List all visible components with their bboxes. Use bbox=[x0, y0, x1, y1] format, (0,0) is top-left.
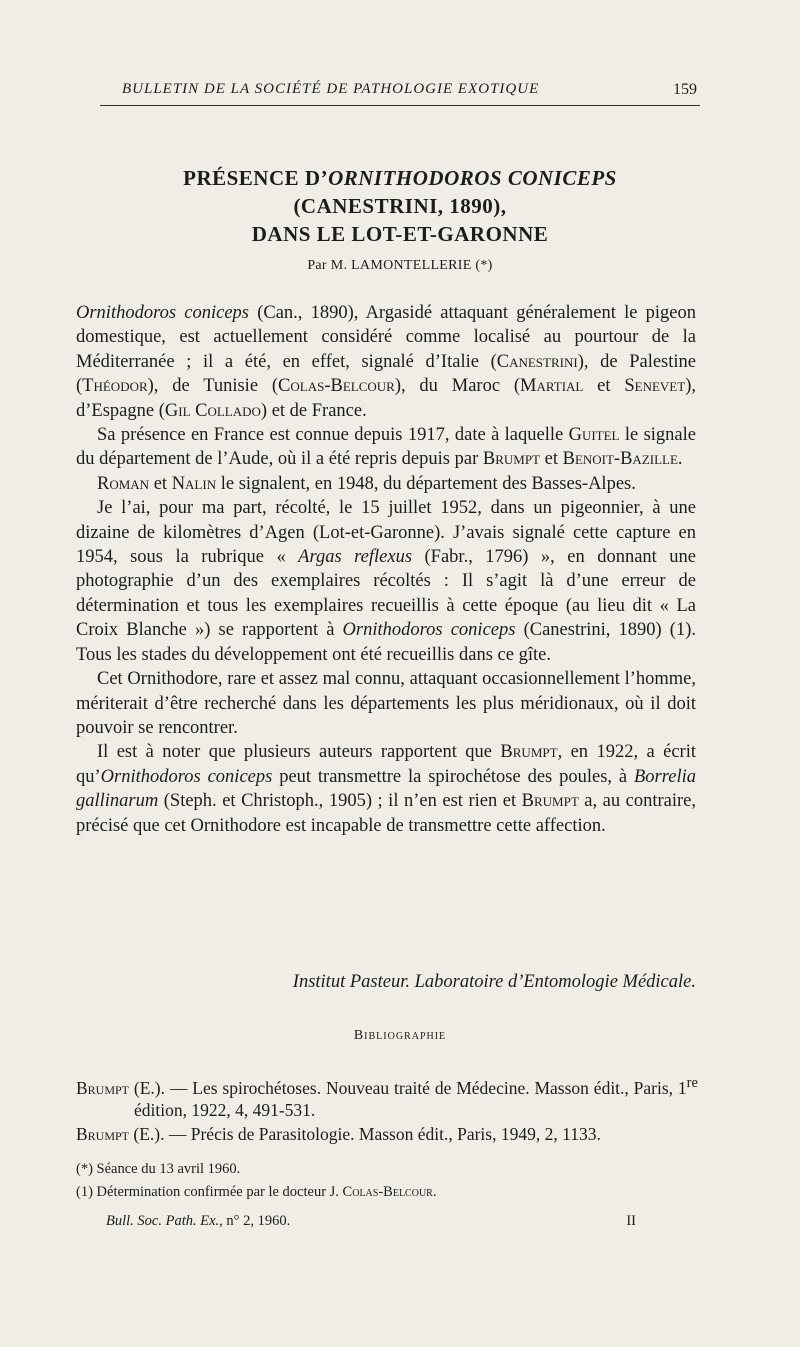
institution-line: Institut Pasteur. Laboratoire d’Entomologie Médicale. bbox=[292, 972, 696, 992]
text: et bbox=[149, 473, 172, 494]
bibliography-entry bbox=[76, 1072, 698, 1121]
issue-ref: , n° 2, 1960. bbox=[219, 1213, 291, 1229]
text: , 491-531. bbox=[243, 1099, 316, 1120]
footnotes bbox=[76, 1158, 676, 1204]
paragraph-4 bbox=[76, 496, 696, 667]
text: Cet Ornithodore, rare et assez mal connu, attaquant occasionnellement l’homme, mériterait d’être recherché dans les départements les plus méridionaux, où il doit pouvoir se rencontrer. bbox=[76, 669, 696, 738]
author-ref: Brumpt bbox=[76, 1123, 130, 1144]
author-ref: Colas-Belcour bbox=[342, 1184, 433, 1200]
bibliography-entry bbox=[76, 1123, 698, 1145]
text: ), d’Espagne ( bbox=[76, 376, 696, 421]
text: Je l’ai, pour ma part, récolté, le 15 juillet 1952, dans un pigeonnier, à une dizaine de kilomètres d’Agen (Lot-et-Garonne). J’avais signalé cette capture en 1954, sous la rubrique « bbox=[76, 498, 696, 568]
species-name: Borrelia gallinarum bbox=[76, 766, 697, 812]
paragraph-6 bbox=[76, 740, 696, 838]
running-header bbox=[100, 79, 700, 106]
article-body bbox=[76, 301, 696, 838]
author-name: LAMONTELLERIE bbox=[351, 258, 472, 273]
footnote-1 bbox=[76, 1158, 676, 1181]
paragraph-5 bbox=[76, 667, 696, 740]
text: et bbox=[540, 449, 563, 470]
paragraph-2 bbox=[76, 423, 696, 472]
author-footnote-mark: (*) bbox=[475, 258, 493, 273]
volume: 2 bbox=[544, 1123, 554, 1144]
text: Séance du 13 avril 1960. bbox=[92, 1161, 241, 1177]
author-ref: Canestrini bbox=[496, 351, 578, 372]
species-name: Ornithodoros coniceps bbox=[100, 766, 273, 787]
title-line-3: DANS LE LOT-ET-GARONNE bbox=[251, 222, 549, 246]
text: peut transmettre la spirochétose des poules, à bbox=[272, 766, 634, 787]
author-par: Par M. bbox=[307, 258, 348, 273]
volume: 4 bbox=[235, 1099, 244, 1120]
species-name: Ornithodoros coniceps bbox=[342, 620, 516, 641]
species-name: Ornithodoros coniceps bbox=[76, 303, 249, 323]
text: ), du Maroc ( bbox=[394, 376, 521, 397]
text: et bbox=[583, 376, 625, 397]
text: ), de Palestine ( bbox=[76, 351, 696, 397]
text: , 1133. bbox=[553, 1123, 601, 1144]
title-prefix: PRÉSENCE D’ bbox=[183, 166, 329, 190]
text: ) et de France. bbox=[260, 400, 367, 421]
species-name: Argas reflexus bbox=[298, 547, 413, 568]
text: le signale du département de l’Aude, où il a été repris depuis par bbox=[76, 425, 696, 470]
footnote-mark: (1) bbox=[76, 1184, 93, 1200]
author-ref: Nalin bbox=[171, 473, 217, 494]
running-title: BULLETIN DE LA SOCIÉTÉ DE PATHOLOGIE EXOTIQUE bbox=[122, 81, 540, 97]
author-ref: Guitel bbox=[568, 425, 620, 446]
footnote-2 bbox=[76, 1181, 676, 1204]
text: ), de Tunisie ( bbox=[147, 376, 279, 397]
title-species: ORNITHODOROS CONICEPS bbox=[328, 166, 617, 190]
author-line bbox=[60, 258, 740, 274]
author-ref: Colas-Belcour bbox=[278, 376, 395, 397]
author-ref: Martial bbox=[520, 376, 584, 397]
page-number: 159 bbox=[673, 81, 697, 98]
text: (E.). — Les spirochétoses. Nouveau traité de Médecine. Masson édit., Paris, 1 bbox=[129, 1077, 687, 1098]
author-ref: Senevet bbox=[624, 376, 686, 397]
paragraph-1 bbox=[76, 301, 696, 423]
author-ref: Brumpt bbox=[76, 1077, 130, 1098]
title-line-1 bbox=[60, 164, 740, 192]
text: Détermination confirmée par le docteur J. bbox=[92, 1184, 343, 1200]
article-title bbox=[60, 164, 740, 248]
author-ref: Brumpt bbox=[482, 449, 540, 470]
text: (Steph. et Christoph., 1905) ; il n’en est rien et bbox=[158, 791, 522, 812]
author-ref: Théodor bbox=[82, 376, 148, 397]
text: (E.). — Précis de Parasitologie. Masson édit., Paris, 1949, bbox=[129, 1123, 545, 1144]
text: a, au contraire, précisé que cet Ornithodore est incapable de transmettre cette affection. bbox=[76, 791, 696, 836]
author-ref: Roman bbox=[97, 473, 150, 494]
paragraph-3 bbox=[76, 472, 696, 496]
text: (Fabr., 1796) », en donnant une photographie d’un des exemplaires récoltés : Il s’agit là d’une erreur de détermination et tous les exemplaires recueillis à cette époque (au lieu dit « La Croix Blanche ») se rapportent à bbox=[76, 547, 696, 641]
text: Sa présence en France est connue depuis 1917, date à laquelle bbox=[97, 425, 569, 446]
text: le signalent, en 1948, du département des Basses-Alpes. bbox=[216, 473, 636, 494]
bibliography-heading: Bibliographie bbox=[353, 1028, 447, 1043]
text: (Canestrini, 1890) (1). Tous les stades du développement ont été recueillis dans ce gîte. bbox=[76, 620, 697, 665]
bibliography-list bbox=[76, 1072, 698, 1147]
text: Il est à noter que plusieurs auteurs rapportent que bbox=[97, 742, 501, 763]
author-ref: Brumpt bbox=[521, 791, 579, 812]
text: (Can., 1890), Argasidé attaquant généralement le pigeon domestique, est actuellement considéré comme localisé au pourtour de la Méditerranée ; il a été, en effet, signalé d’Italie ( bbox=[76, 303, 696, 372]
author-ref: Brumpt bbox=[500, 742, 558, 763]
author-ref: Gil Collado bbox=[164, 400, 261, 421]
journal-ref: Bull. Soc. Path. Ex. bbox=[106, 1213, 220, 1229]
text: . bbox=[677, 449, 683, 470]
title-line-2: (CANESTRINI, 1890), bbox=[293, 194, 507, 218]
superscript: re bbox=[686, 1075, 698, 1091]
footnote-mark: (*) bbox=[76, 1161, 93, 1177]
text: , en 1922, a écrit qu’ bbox=[76, 742, 696, 787]
page-footer bbox=[106, 1213, 636, 1230]
signature-mark: II bbox=[626, 1213, 636, 1229]
text: édition, 1922, bbox=[134, 1099, 236, 1120]
text: . bbox=[432, 1184, 437, 1200]
author-ref: Benoit-Bazille bbox=[562, 449, 678, 470]
